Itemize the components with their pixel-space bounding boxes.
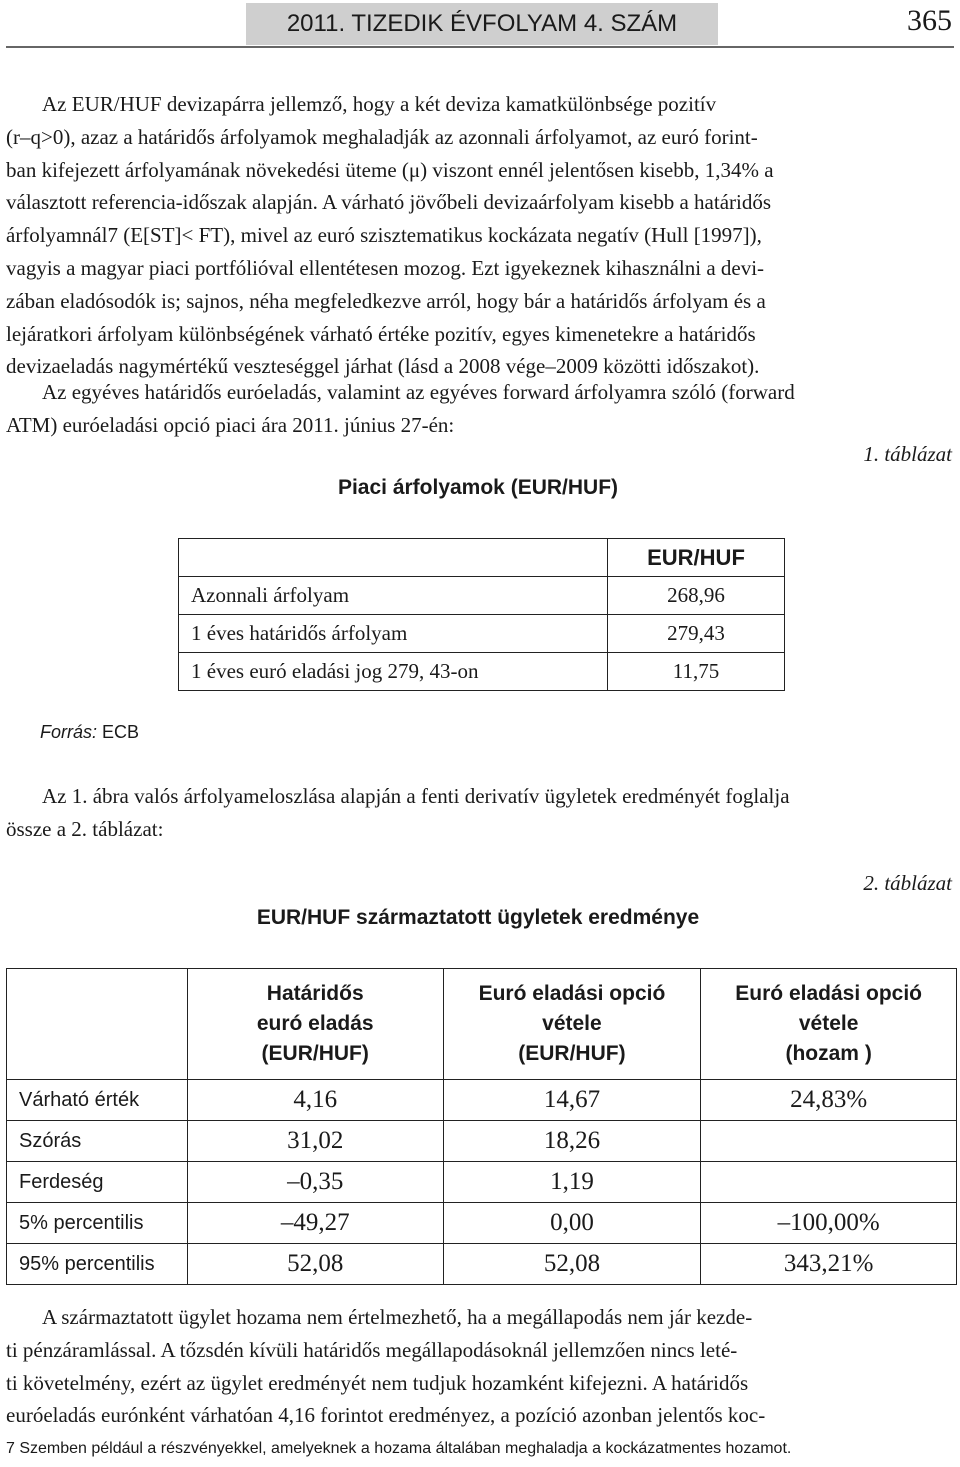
header-forward-sale [187, 969, 443, 1080]
cell: 24,83% [701, 1080, 957, 1121]
table-source [40, 722, 139, 743]
paragraph-line: ti követelmény, ezért az ügylet eredményét nem tudjuk hozamként kifejezni. A határidős [6, 1370, 749, 1395]
paragraph-line: választott referencia-időszak alapján. A várható jövőbeli devizaárfolyam kisebb a határidős [6, 190, 772, 215]
row-label: 1 éves euró eladási jog 279, 43-on [179, 653, 608, 691]
row-label: 95% percentilis [7, 1244, 188, 1285]
paragraph-line: Az egyéves határidős euróeladás, valamint az egyéves forward árfolyamra szóló (forward [42, 380, 795, 404]
table-header-empty [179, 539, 608, 577]
table-header-row [7, 969, 957, 1080]
paragraph-line: lejáratkori árfolyam különbségének várható értéke pozitív, egyes kimenetekre a határidős [6, 321, 756, 346]
table-2-title: EUR/HUF származtatott ügyletek eredménye [256, 906, 700, 929]
header-put-option-huf [443, 969, 701, 1080]
table-2-caption: 2. táblázat [863, 871, 952, 895]
header-line: Euró eladási opció [735, 982, 922, 1005]
column-header: EUR/HUF [608, 539, 785, 577]
paragraph-line: Az EUR/HUF devizapárra jellemző, hogy a két deviza kamatkülönbsége pozitív [42, 92, 717, 116]
paragraph-line: (r–q>0), azaz a határidős árfolyamok meghaladják az azonnali árfolyamot, az euró forint- [6, 124, 758, 149]
table-row [7, 1080, 957, 1121]
paragraph-line: ti pénzáramlással. A tőzsdén kívüli határidős megállapodásoknál jellemzően nincs leté- [6, 1337, 738, 1362]
header-divider [6, 46, 954, 48]
cell: –0,35 [187, 1162, 443, 1203]
running-header [246, 3, 718, 45]
cell: –49,27 [187, 1203, 443, 1244]
paragraph-line: zában eladósodók is; sajnos, néha megfeledkezve arról, hogy bár a határidős árfolyam és a [6, 288, 766, 313]
paragraph-line: euróeladás eurónként várhatóan 4,16 forintot eredményez, a pozíció azonban jelentős koc- [6, 1403, 766, 1428]
header-empty [7, 969, 188, 1080]
paragraph-line: devizaeladás nagymértékű veszteséggel járhat (lásd a 2008 vége–2009 közötti időszakot). [6, 354, 760, 379]
paragraph-2 [6, 376, 959, 442]
source-label: Forrás: [40, 722, 98, 742]
header-line: (hozam ) [785, 1042, 872, 1065]
derivative-results-table [6, 968, 957, 1285]
page-number: 365 [907, 4, 952, 37]
row-label: 1 éves határidős árfolyam [179, 615, 608, 653]
cell: 18,26 [443, 1121, 701, 1162]
cell [701, 1121, 957, 1162]
paragraph-1 [6, 88, 959, 383]
table-row [179, 577, 785, 615]
row-label: 5% percentilis [7, 1203, 188, 1244]
header-line: (EUR/HUF) [518, 1042, 626, 1065]
header-line: Határidős [266, 982, 364, 1005]
paragraph-line: Az 1. ábra valós árfolyameloszlása alapján a fenti derivatív ügyletek eredményét foglalja [42, 784, 790, 808]
header-line: vétele [798, 1012, 859, 1035]
footnote: 7 Szemben például a részvényekkel, amelyeknek a hozama általában meghaladja a kockázatmentes hozamot. [6, 1440, 792, 1457]
row-value: 11,75 [608, 653, 785, 691]
table-header-row [179, 539, 785, 577]
table-1-title: Piaci árfolyamok (EUR/HUF) [337, 476, 619, 499]
cell: 4,16 [187, 1080, 443, 1121]
row-label: Azonnali árfolyam [179, 577, 608, 615]
row-label: Ferdeség [7, 1162, 188, 1203]
table-row [7, 1121, 957, 1162]
cell: –100,00% [701, 1203, 957, 1244]
journal-issue: 2011. TIZEDIK ÉVFOLYAM 4. SZÁM [286, 10, 678, 37]
source-value: ECB [102, 722, 140, 742]
table-row [7, 1244, 957, 1285]
cell: 1,19 [443, 1162, 701, 1203]
header-line: Euró eladási opció [478, 982, 666, 1005]
header-line: (EUR/HUF) [261, 1042, 369, 1065]
table-row [179, 653, 785, 691]
row-value: 279,43 [608, 615, 785, 653]
header-line: vétele [542, 1012, 602, 1035]
table-row [7, 1203, 957, 1244]
row-value: 268,96 [608, 577, 785, 615]
paragraph-line: ATM) euróeladási opció piaci ára 2011. június 27-én: [6, 412, 455, 437]
table-row [7, 1162, 957, 1203]
paragraph-line: A származtatott ügylet hozama nem értelmezhető, ha a megállapodás nem jár kezde- [42, 1305, 753, 1329]
row-label: Várható érték [7, 1080, 188, 1121]
row-label: Szórás [7, 1121, 188, 1162]
header-put-option-return [701, 969, 957, 1080]
table-1-caption: 1. táblázat [863, 442, 952, 466]
paragraph-line: árfolyamnál7 (E[ST]< FT), mivel az euró szisztematikus kockázata negatív (Hull [1997]), [6, 223, 762, 248]
paragraph-3 [6, 780, 959, 846]
paragraph-line: ban kifejezett árfolyamának növekedési üteme (μ) viszont ennél jelentősen kisebb, 1,34% a [6, 157, 774, 182]
paragraph-line: össze a 2. táblázat: [6, 816, 164, 841]
header-line: euró eladás [256, 1012, 374, 1035]
cell [701, 1162, 957, 1203]
cell: 52,08 [443, 1244, 701, 1285]
cell: 31,02 [187, 1121, 443, 1162]
paragraph-4 [6, 1301, 959, 1432]
paragraph-line: vagyis a magyar piaci portfólióval ellentétesen mozog. Ezt igyekeznek kihasználni a devi- [6, 255, 765, 280]
cell: 52,08 [187, 1244, 443, 1285]
cell: 0,00 [443, 1203, 701, 1244]
cell: 343,21% [701, 1244, 957, 1285]
table-row [179, 615, 785, 653]
cell: 14,67 [443, 1080, 701, 1121]
market-rates-table [178, 538, 785, 691]
